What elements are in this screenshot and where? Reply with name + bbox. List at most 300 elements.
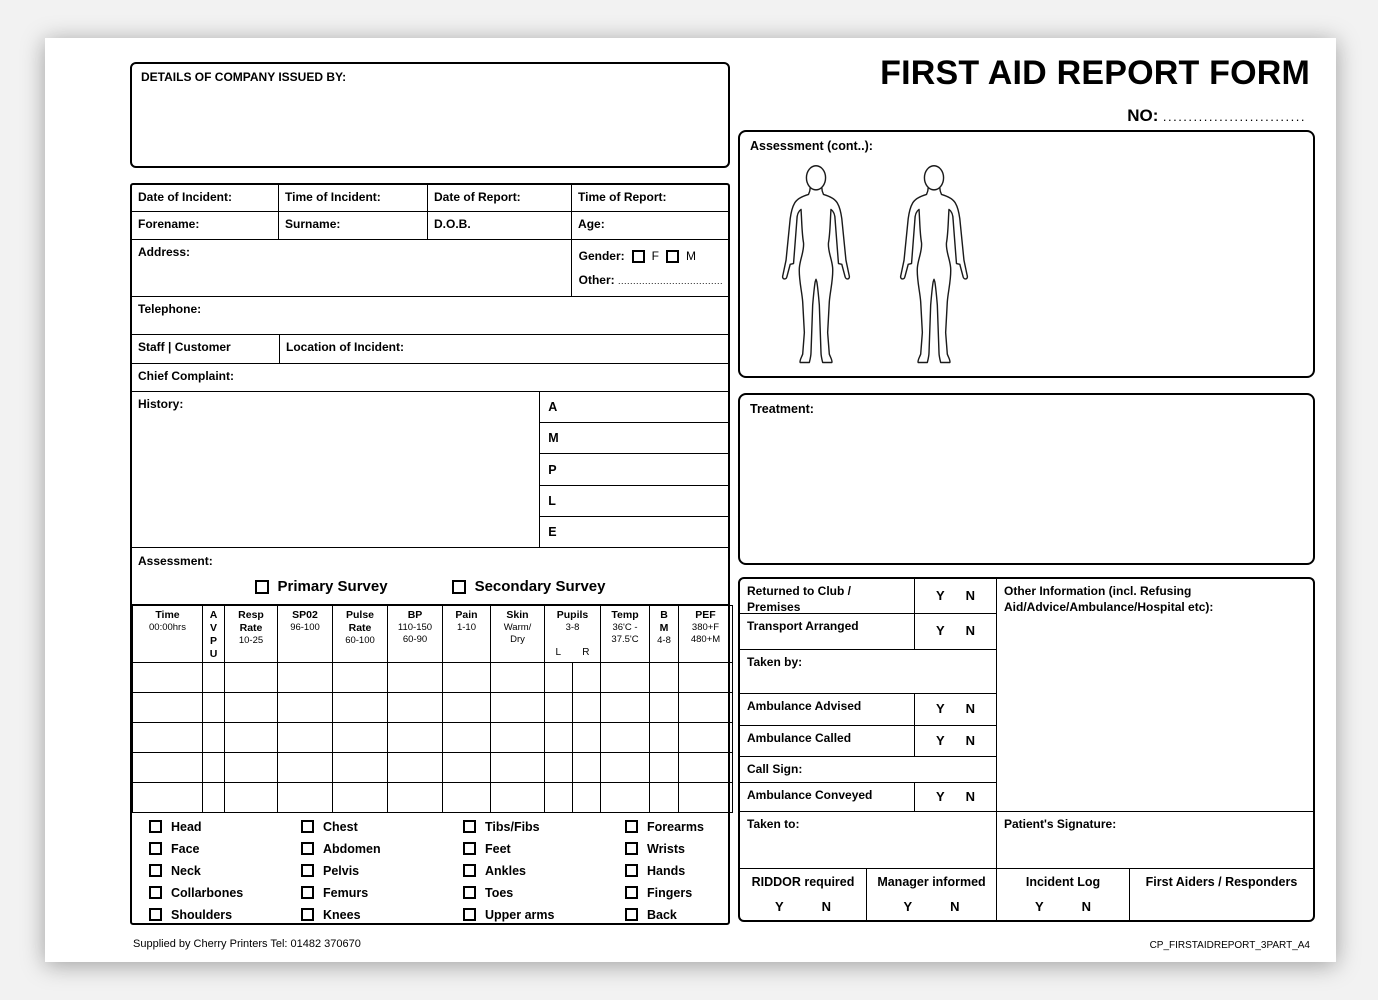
bodypart-checkbox[interactable]: [463, 886, 476, 899]
vitals-entry-cell[interactable]: [601, 752, 650, 782]
row-chief-complaint: [132, 364, 728, 392]
header-line: Warm/: [503, 622, 532, 634]
field-label: First Aiders / Responders: [1145, 875, 1298, 889]
vitals-data-row: [133, 692, 733, 722]
vitals-entry-cell[interactable]: [573, 752, 601, 782]
vitals-entry-cell[interactable]: [388, 752, 443, 782]
header-line: Rate: [239, 622, 263, 635]
header-line: PEF: [695, 609, 716, 621]
field-label: Time of Incident:: [285, 190, 381, 204]
field-other-information[interactable]: [997, 579, 1313, 812]
gender-f-label: F: [651, 249, 659, 264]
no-option[interactable]: N: [965, 788, 975, 804]
vitals-entry-cell[interactable]: [133, 722, 203, 752]
gender-m-label: M: [685, 249, 696, 264]
yes-option[interactable]: Y: [935, 788, 945, 804]
bodypart-label: Ankles: [485, 863, 526, 878]
ample-letter: E: [548, 524, 557, 539]
gender-m-checkbox[interactable]: [666, 250, 679, 263]
bodypart-item: [463, 885, 554, 900]
header-line: BP: [407, 609, 423, 621]
bodypart-item: [625, 907, 704, 922]
field-time-of-incident[interactable]: [279, 185, 428, 211]
header-line: 60-90: [402, 634, 428, 645]
body-parts-column-2: [301, 819, 381, 922]
bodypart-item: [301, 885, 381, 900]
pupils-lr-labels: [545, 647, 600, 659]
gender-other-input-line[interactable]: ...................................: [617, 276, 723, 287]
field-age[interactable]: [572, 212, 728, 239]
gender-f-checkbox[interactable]: [632, 250, 645, 263]
vitals-entry-cell[interactable]: [133, 692, 203, 722]
vitals-entry-cell[interactable]: [601, 692, 650, 722]
pupils-header: [545, 609, 600, 659]
no-option[interactable]: N: [965, 732, 975, 748]
header-line: A: [209, 609, 218, 621]
secondary-survey-label: Secondary Survey: [474, 578, 606, 595]
row-history-ample: [132, 392, 728, 548]
bodypart-item: [149, 863, 243, 878]
survey-options: [138, 578, 722, 595]
vitals-entry-cell[interactable]: [679, 782, 733, 812]
header-line: M: [659, 622, 669, 635]
field-label: Manager informed: [877, 875, 986, 889]
bodypart-item: [149, 841, 243, 856]
vitals-entry-cell[interactable]: [443, 782, 491, 812]
header-line: Temp: [611, 609, 639, 621]
riddor-yn: [740, 899, 866, 914]
primary-survey-option: [255, 578, 388, 595]
field-label: Patient's Signature:: [1004, 817, 1117, 831]
field-label: Returned to Club / Premises: [747, 584, 851, 614]
vitals-entry-cell[interactable]: [601, 782, 650, 812]
bodypart-checkbox[interactable]: [301, 886, 314, 899]
bodypart-checkbox[interactable]: [463, 842, 476, 855]
vitals-entry-cell[interactable]: [278, 752, 333, 782]
bodypart-label: Back: [647, 907, 677, 922]
vitals-col-bm: [650, 606, 679, 663]
bodypart-checkbox[interactable]: [149, 908, 162, 921]
vitals-entry-cell[interactable]: [333, 782, 388, 812]
vitals-entry-cell[interactable]: [679, 692, 733, 722]
field-label: Ambulance Advised: [747, 699, 862, 713]
field-label: Telephone:: [138, 302, 202, 316]
form-sheet: [45, 38, 1336, 962]
treatment-box[interactable]: [738, 393, 1315, 565]
vitals-entry-cell[interactable]: [203, 782, 225, 812]
vitals-entry-cell[interactable]: [203, 752, 225, 782]
bodypart-label: Forearms: [647, 819, 704, 834]
vitals-data-row: [133, 782, 733, 812]
no-option[interactable]: N: [1081, 899, 1092, 914]
vitals-entry-cell[interactable]: [278, 782, 333, 812]
company-details-box[interactable]: [130, 62, 730, 168]
header-line: 4-8: [657, 635, 671, 647]
bodypart-checkbox[interactable]: [625, 864, 638, 877]
field-label: Time of Report:: [578, 190, 667, 204]
vitals-entry-cell[interactable]: [491, 692, 545, 722]
header-line: Skin: [506, 609, 529, 621]
ambulance-advised-yn: [915, 694, 997, 726]
vitals-entry-cell[interactable]: [573, 692, 601, 722]
vitals-entry-cell[interactable]: [443, 752, 491, 782]
bodypart-item: [463, 907, 554, 922]
field-label: Ambulance Called: [747, 731, 852, 745]
vitals-entry-cell[interactable]: [133, 752, 203, 782]
vitals-col-pain: [443, 606, 491, 663]
header-line: P: [209, 635, 217, 648]
field-staff-customer[interactable]: [132, 335, 280, 363]
ample-letter: M: [548, 431, 559, 446]
gender-other-label: Other:: [578, 273, 615, 288]
header-line: Pupils: [556, 609, 589, 621]
bodypart-item: [625, 841, 704, 856]
field-location-of-incident[interactable]: [280, 335, 728, 363]
field-label: Date of Report:: [434, 190, 521, 204]
vitals-entry-cell[interactable]: [545, 752, 573, 782]
header-line: SP02: [292, 609, 318, 621]
assessment-cont-label: Assessment (cont..):: [750, 139, 873, 153]
header-line: 380+F: [691, 622, 720, 634]
vitals-entry-cell[interactable]: [545, 722, 573, 752]
vitals-col-spo2: [278, 606, 333, 663]
header-line: 96-100: [290, 622, 320, 634]
ample-letter: A: [548, 400, 558, 415]
vitals-entry-cell[interactable]: [679, 662, 733, 692]
vitals-body: [133, 662, 733, 812]
vitals-entry-cell[interactable]: [388, 662, 443, 692]
vitals-entry-cell[interactable]: [333, 752, 388, 782]
assessment-cont-box[interactable]: [738, 130, 1315, 378]
returned-yn: [915, 579, 997, 614]
bodypart-checkbox[interactable]: [463, 908, 476, 921]
signoff-row: [740, 869, 1313, 920]
vitals-entry-cell[interactable]: [278, 692, 333, 722]
field-label: RIDDOR required: [751, 875, 855, 889]
bodypart-label: Tibs/Fibs: [485, 819, 540, 834]
treatment-label: Treatment:: [750, 402, 814, 416]
no-option[interactable]: N: [965, 701, 975, 717]
no-option[interactable]: N: [965, 623, 975, 639]
field-label: Transport Arranged: [747, 619, 859, 633]
vitals-entry-cell[interactable]: [278, 662, 333, 692]
pupils-left-label: L: [555, 647, 562, 658]
body-diagram-front[interactable]: [766, 162, 866, 370]
vitals-table: [132, 605, 733, 813]
vitals-entry-cell[interactable]: [573, 722, 601, 752]
yes-option[interactable]: Y: [935, 623, 945, 639]
bodypart-label: Femurs: [323, 885, 369, 900]
body-parts-column-4: [625, 819, 704, 922]
header-line: 10-25: [238, 635, 264, 647]
header-line: V: [209, 622, 217, 635]
vitals-entry-cell[interactable]: [133, 782, 203, 812]
field-address[interactable]: [132, 240, 572, 296]
field-transport-arranged: [740, 614, 915, 650]
field-label: Location of Incident:: [286, 340, 404, 354]
bodypart-label: Hands: [647, 863, 686, 878]
vitals-entry-cell[interactable]: [388, 722, 443, 752]
bodypart-checkbox[interactable]: [463, 820, 476, 833]
field-label: Other Information (incl. Refusing Aid/Advice/Ambulance/Hospital etc):: [1004, 584, 1214, 614]
printer-credit: Supplied by Cherry Printers Tel: 01482 370670: [133, 938, 361, 950]
row-incident-dates: [132, 185, 728, 212]
vitals-entry-cell[interactable]: [388, 782, 443, 812]
vitals-entry-cell[interactable]: [491, 662, 545, 692]
bodypart-item: [301, 907, 381, 922]
no-option[interactable]: N: [965, 587, 975, 603]
field-chief-complaint[interactable]: [132, 364, 728, 391]
bodypart-checkbox[interactable]: [625, 842, 638, 855]
bodypart-checkbox[interactable]: [301, 908, 314, 921]
vitals-entry-cell[interactable]: [491, 722, 545, 752]
ample-row-allergies[interactable]: [540, 392, 728, 423]
vitals-entry-cell[interactable]: [225, 752, 278, 782]
vitals-entry-cell[interactable]: [545, 782, 573, 812]
header-line: Pain: [455, 609, 478, 621]
field-label: Call Sign:: [747, 762, 803, 776]
field-label: Ambulance Conveyed: [747, 788, 873, 802]
header-line: 480+M: [690, 634, 721, 645]
vitals-table-wrap: [132, 605, 728, 810]
yes-option[interactable]: Y: [774, 899, 784, 914]
vitals-entry-cell[interactable]: [203, 722, 225, 752]
bodypart-checkbox[interactable]: [625, 820, 638, 833]
vitals-entry-cell[interactable]: [278, 722, 333, 752]
bodypart-label: Head: [171, 819, 202, 834]
field-returned-to-club: [740, 579, 915, 614]
vitals-col-temp: [601, 606, 650, 663]
vitals-entry-cell[interactable]: [601, 662, 650, 692]
vitals-entry-cell[interactable]: [388, 692, 443, 722]
field-ambulance-called: [740, 726, 915, 757]
field-label: Date of Incident:: [138, 190, 233, 204]
field-forename[interactable]: [132, 212, 279, 239]
bodypart-item: [301, 841, 381, 856]
vitals-col-pupils: [545, 606, 601, 663]
body-parts-column-1: [149, 819, 243, 922]
bodypart-label: Face: [171, 841, 200, 856]
bodypart-checkbox[interactable]: [625, 908, 638, 921]
secondary-survey-checkbox[interactable]: [452, 580, 466, 594]
field-surname[interactable]: [279, 212, 428, 239]
header-line: 00:00hrs: [149, 622, 186, 634]
header-line: Dry: [510, 634, 525, 645]
bodypart-checkbox[interactable]: [301, 820, 314, 833]
field-label: Taken to:: [747, 817, 800, 831]
bodypart-item: [625, 885, 704, 900]
vitals-entry-cell[interactable]: [573, 782, 601, 812]
vitals-data-row: [133, 662, 733, 692]
field-patient-signature[interactable]: [997, 812, 1313, 869]
vitals-entry-cell[interactable]: [225, 662, 278, 692]
field-manager-informed: [867, 869, 997, 920]
header-line: 110-150: [397, 622, 433, 634]
ambulance-called-yn: [915, 726, 997, 757]
vitals-entry-cell[interactable]: [225, 722, 278, 752]
body-diagrams: [766, 162, 984, 370]
vitals-entry-cell[interactable]: [225, 692, 278, 722]
form-number-field: [1127, 106, 1306, 126]
vitals-entry-cell[interactable]: [650, 662, 679, 692]
field-date-of-incident[interactable]: [132, 185, 279, 211]
field-label: D.O.B.: [434, 217, 471, 231]
bodypart-checkbox[interactable]: [301, 842, 314, 855]
vitals-entry-cell[interactable]: [545, 692, 573, 722]
secondary-survey-option: [452, 578, 606, 595]
field-label: Staff | Customer: [138, 340, 231, 354]
vitals-entry-cell[interactable]: [333, 722, 388, 752]
header-line: 60-100: [345, 635, 375, 647]
bodypart-checkbox[interactable]: [149, 864, 162, 877]
form-number-input-line[interactable]: ............................: [1162, 109, 1306, 124]
body-parts-checklist: [132, 810, 728, 927]
bodypart-checkbox[interactable]: [149, 886, 162, 899]
field-label: History:: [138, 397, 184, 411]
field-taken-to[interactable]: [740, 812, 997, 869]
primary-survey-checkbox[interactable]: [255, 580, 269, 594]
field-dob[interactable]: [428, 212, 572, 239]
gender-options: [579, 249, 723, 263]
header-line: 1-10: [456, 622, 476, 634]
field-label: Chief Complaint:: [138, 369, 234, 383]
no-option[interactable]: N: [950, 899, 960, 914]
vitals-entry-cell[interactable]: [573, 662, 601, 692]
vitals-data-row: [133, 722, 733, 752]
vitals-entry-cell[interactable]: [225, 782, 278, 812]
vitals-col-avpu: [203, 606, 225, 663]
field-label: Incident Log: [1025, 875, 1101, 889]
bodypart-checkbox[interactable]: [149, 820, 162, 833]
vitals-col-resp-rate: [225, 606, 278, 663]
vitals-entry-cell[interactable]: [443, 662, 491, 692]
bodypart-item: [463, 841, 554, 856]
vitals-col-pef: [679, 606, 733, 663]
transport-info-table: [738, 577, 1315, 922]
header-line: B: [660, 609, 668, 621]
ample-letter: L: [548, 493, 556, 508]
vitals-entry-cell[interactable]: [679, 722, 733, 752]
ample-row-events[interactable]: [540, 517, 728, 547]
vitals-entry-cell[interactable]: [133, 662, 203, 692]
field-date-of-report[interactable]: [428, 185, 572, 211]
vitals-entry-cell[interactable]: [333, 662, 388, 692]
header-line: Rate: [348, 622, 372, 635]
field-first-aiders[interactable]: [1130, 869, 1313, 920]
bodypart-item: [301, 863, 381, 878]
incident-log-yn: [997, 899, 1129, 914]
vitals-entry-cell[interactable]: [679, 752, 733, 782]
field-time-of-report[interactable]: [572, 185, 728, 211]
field-incident-log: [997, 869, 1130, 920]
bodypart-checkbox[interactable]: [625, 886, 638, 899]
bodypart-label: Neck: [171, 863, 201, 878]
bodypart-label: Collarbones: [171, 885, 244, 900]
vitals-col-skin: [491, 606, 545, 663]
vitals-header-row: [133, 606, 733, 663]
field-taken-by[interactable]: [740, 650, 997, 694]
vitals-entry-cell[interactable]: [650, 782, 679, 812]
bodypart-label: Chest: [323, 819, 358, 834]
ambulance-conveyed-yn: [915, 783, 997, 812]
vitals-entry-cell[interactable]: [443, 722, 491, 752]
bodypart-checkbox[interactable]: [301, 864, 314, 877]
bodypart-item: [149, 885, 243, 900]
vitals-entry-cell[interactable]: [333, 692, 388, 722]
pupils-right-label: R: [582, 647, 590, 658]
vitals-data-row: [133, 752, 733, 782]
yes-option[interactable]: Y: [935, 701, 945, 717]
vitals-entry-cell[interactable]: [601, 722, 650, 752]
primary-survey-label: Primary Survey: [277, 578, 388, 595]
no-option[interactable]: N: [821, 899, 832, 914]
bodypart-label: Feet: [485, 841, 511, 856]
vitals-entry-cell[interactable]: [443, 692, 491, 722]
vitals-entry-cell[interactable]: [491, 782, 545, 812]
field-call-sign[interactable]: [740, 757, 997, 783]
form-number-label: NO:: [1127, 106, 1159, 125]
vitals-entry-cell[interactable]: [203, 662, 225, 692]
field-telephone[interactable]: [132, 297, 728, 334]
header-line: Pulse: [345, 609, 374, 621]
page-title: FIRST AID REPORT FORM: [880, 54, 1310, 92]
ample-row-past-history[interactable]: [540, 454, 728, 485]
bodypart-label: Toes: [485, 885, 514, 900]
ample-row-medications[interactable]: [540, 423, 728, 454]
vitals-col-time: [133, 606, 203, 663]
bodypart-label: Wrists: [647, 841, 685, 856]
header-line: 37.5'C: [611, 634, 639, 645]
header-line: Resp: [238, 609, 264, 621]
field-label: Age:: [578, 217, 605, 231]
yes-option[interactable]: Y: [935, 732, 945, 748]
header-line: 3-8: [565, 622, 580, 634]
yes-option[interactable]: Y: [935, 587, 945, 603]
bodypart-checkbox[interactable]: [463, 864, 476, 877]
bodypart-label: Pelvis: [323, 863, 360, 878]
field-label: Taken by:: [747, 655, 803, 669]
vitals-entry-cell[interactable]: [545, 662, 573, 692]
bodypart-label: Upper arms: [485, 907, 555, 922]
bodypart-item: [301, 819, 381, 834]
bodypart-item: [149, 907, 243, 922]
incident-details-table: [130, 183, 730, 925]
row-telephone: [132, 297, 728, 335]
vitals-entry-cell[interactable]: [203, 692, 225, 722]
bodypart-checkbox[interactable]: [149, 842, 162, 855]
manager-yn: [867, 899, 996, 914]
bodypart-item: [149, 819, 243, 834]
bodypart-label: Abdomen: [323, 841, 381, 856]
vitals-entry-cell[interactable]: [491, 752, 545, 782]
vitals-entry-cell[interactable]: [650, 722, 679, 752]
yes-option[interactable]: Y: [1034, 899, 1044, 914]
vitals-entry-cell[interactable]: [650, 752, 679, 782]
field-ambulance-advised: [740, 694, 915, 726]
field-label: Forename:: [138, 217, 200, 231]
body-diagram-back[interactable]: [884, 162, 984, 370]
yes-option[interactable]: Y: [903, 899, 913, 914]
field-history[interactable]: [132, 392, 540, 547]
assessment-label: Assessment:: [138, 554, 213, 568]
vitals-entry-cell[interactable]: [650, 692, 679, 722]
ample-row-last-meal[interactable]: [540, 486, 728, 517]
row-address-gender: [132, 240, 728, 297]
bodypart-item: [463, 819, 554, 834]
body-parts-column-3: [463, 819, 554, 922]
field-label: Address:: [138, 245, 191, 259]
vitals-col-pulse: [333, 606, 388, 663]
